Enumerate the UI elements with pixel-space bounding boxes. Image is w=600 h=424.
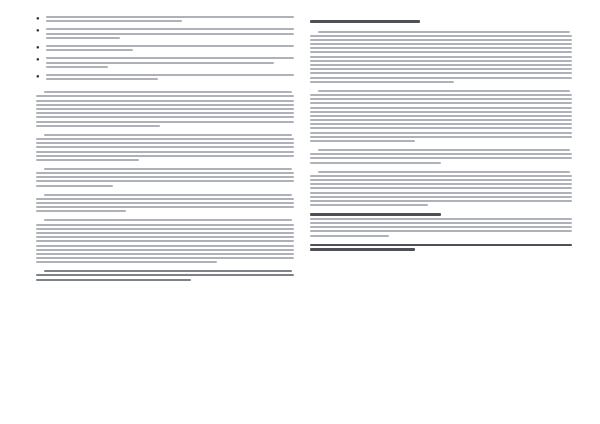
body-paragraph — [310, 90, 572, 142]
bullet-icon: ● — [36, 73, 40, 80]
bullet-icon: ● — [36, 16, 40, 22]
body-paragraph — [310, 244, 572, 251]
body-paragraph — [310, 213, 572, 236]
bullet-item — [36, 74, 294, 82]
bullet-item — [36, 28, 294, 41]
bullet-icon: ● — [36, 57, 40, 64]
body-paragraph — [36, 91, 294, 127]
right-column — [310, 16, 572, 258]
bullet-text — [46, 28, 294, 41]
body-paragraph — [36, 270, 294, 280]
body-paragraph — [36, 219, 294, 263]
section-heading — [310, 20, 572, 23]
body-paragraph — [36, 194, 294, 213]
bullet-text — [46, 74, 294, 82]
bullet-text — [46, 57, 294, 70]
bullet-text — [46, 16, 294, 24]
body-paragraph — [310, 31, 572, 83]
body-paragraph — [36, 168, 294, 187]
bullet-item — [36, 57, 294, 70]
body-paragraph — [36, 134, 294, 161]
bullet-item — [36, 16, 294, 24]
bullet-icon: ● — [36, 44, 40, 51]
bullet-icon: ● — [36, 28, 40, 35]
left-column — [36, 16, 294, 288]
bullet-text — [46, 45, 294, 53]
body-paragraph — [310, 149, 572, 164]
body-paragraph — [310, 171, 572, 207]
bullet-item — [36, 45, 294, 53]
